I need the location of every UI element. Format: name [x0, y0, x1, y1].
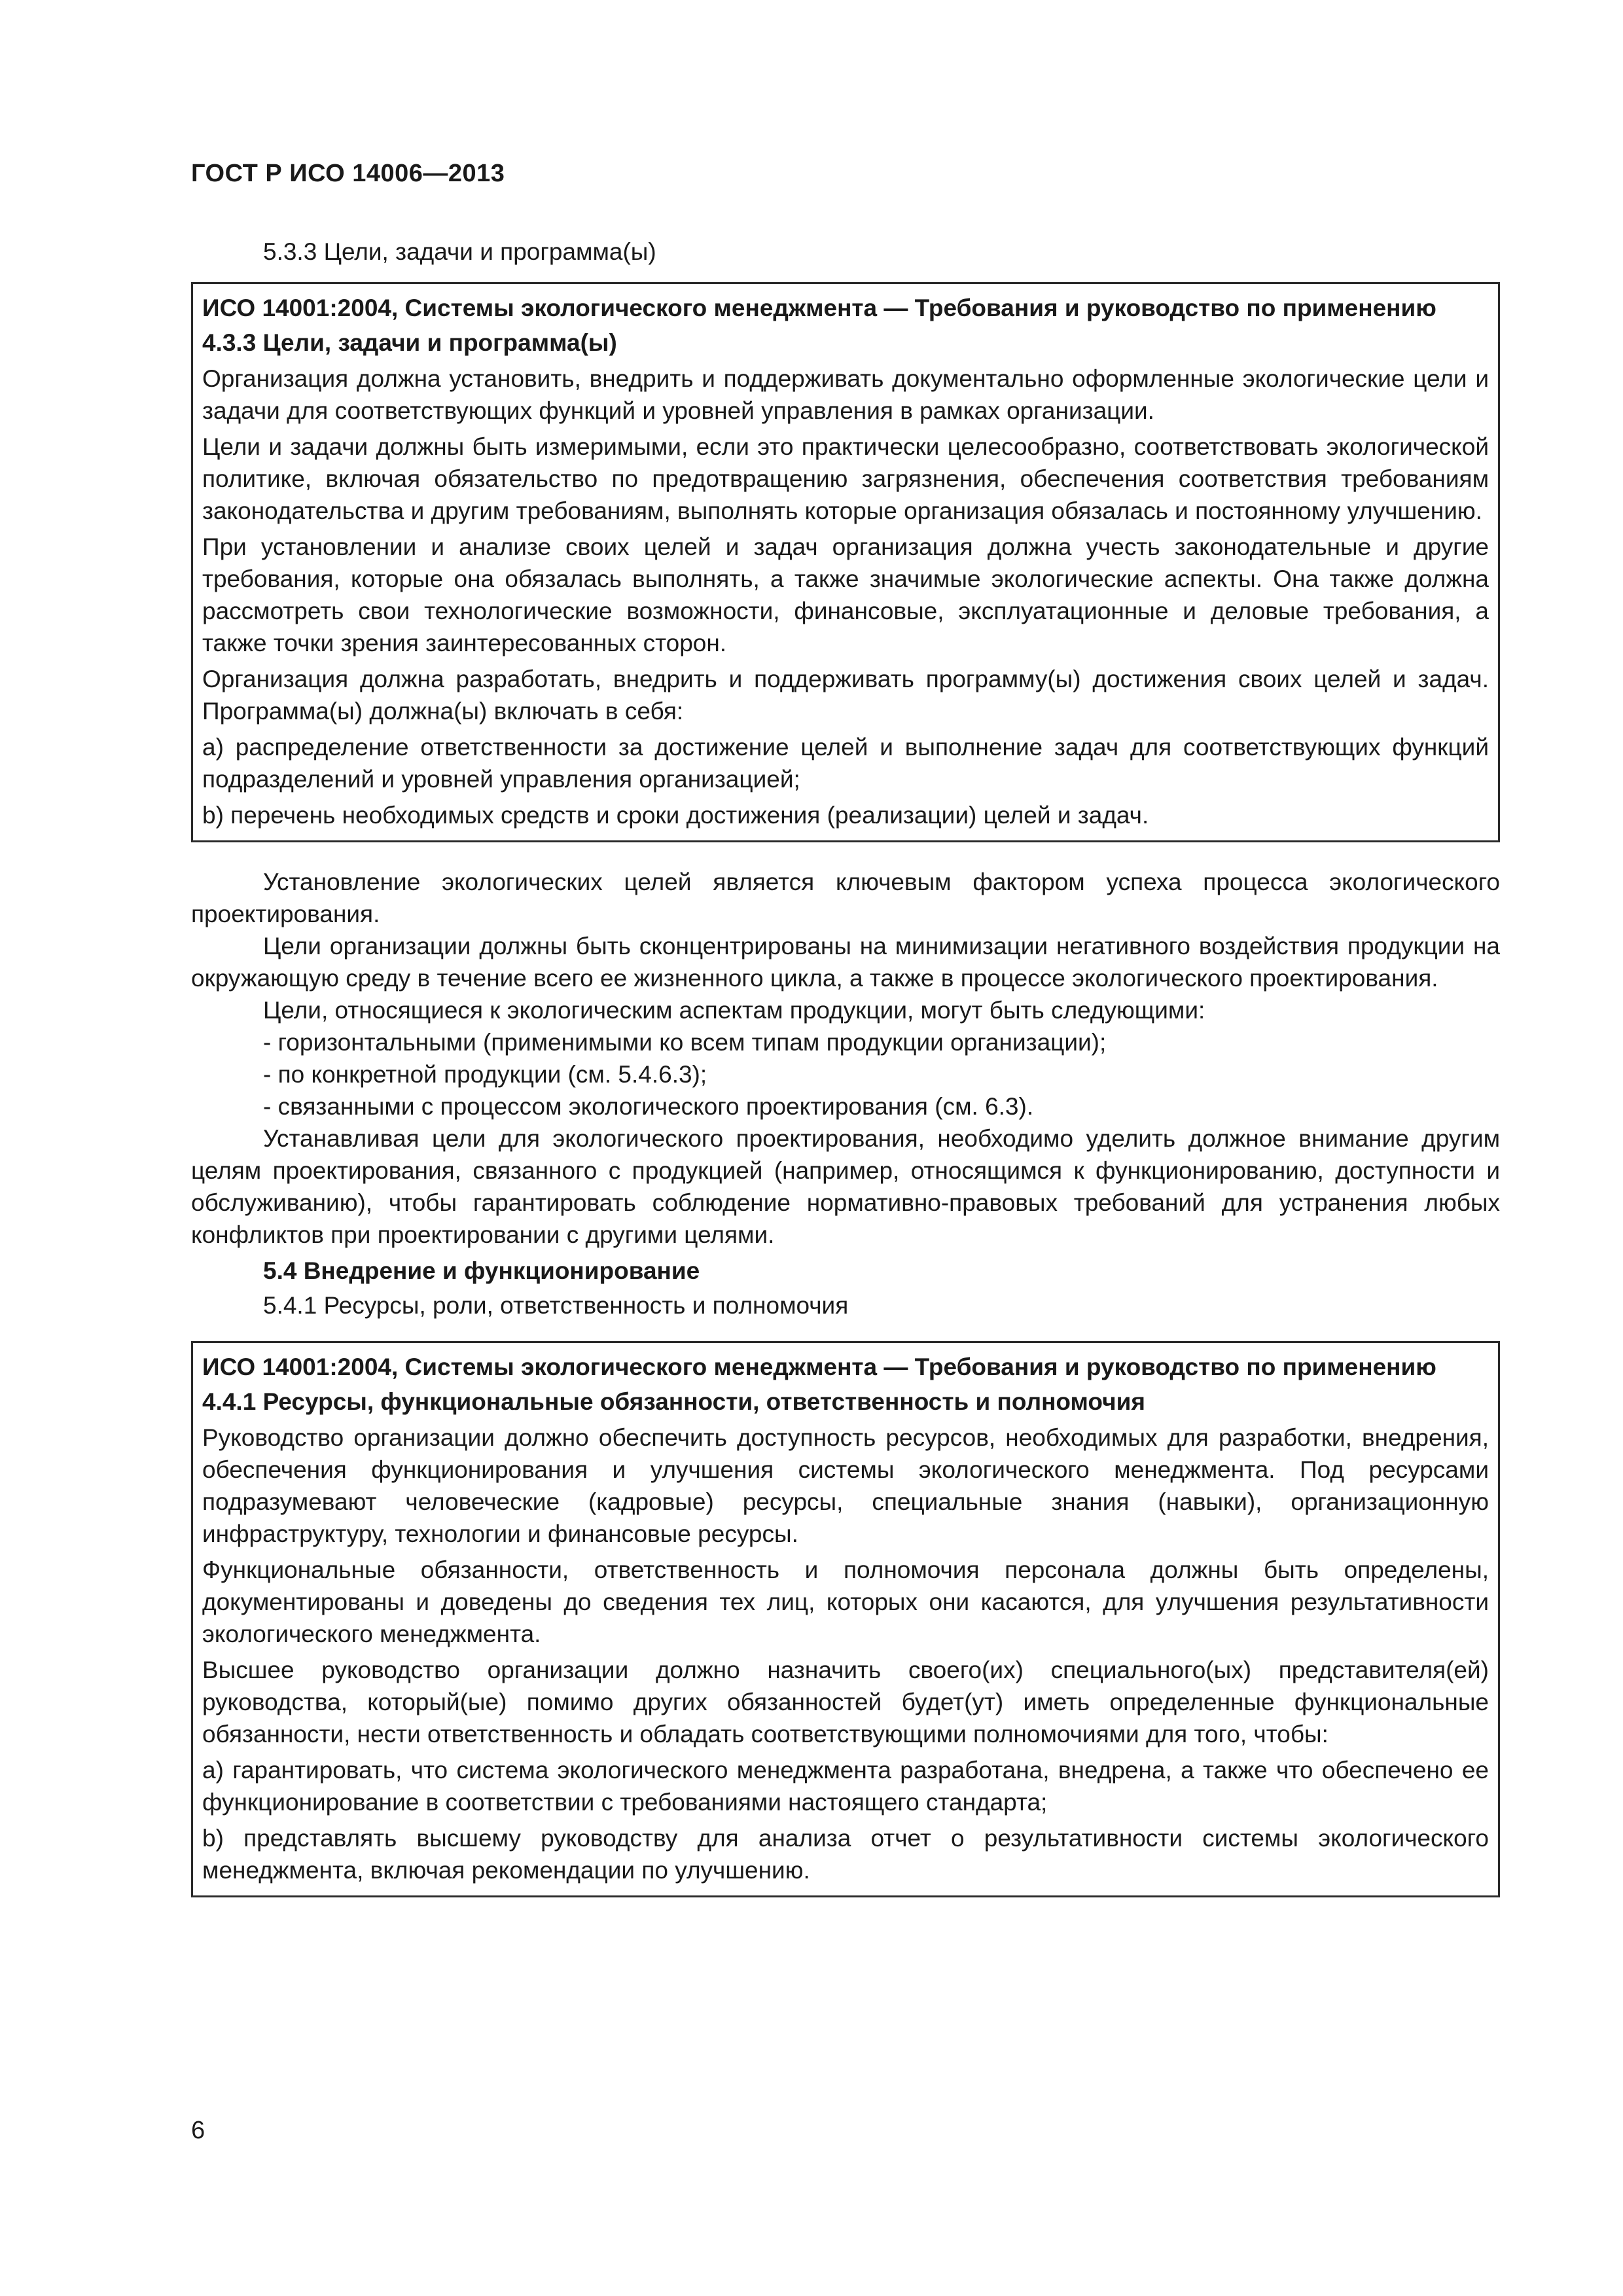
- quote-list-item: b) представлять высшему руководству для анализа отчет о результативности системы экологического менеджмента, включая рекомендации по улучшению.: [202, 1825, 1489, 1884]
- body-list-item: - связанными с процессом экологического проектирования (см. 6.3).: [263, 1093, 1034, 1120]
- iso-quote-box-4-4-1: [191, 1341, 1500, 1897]
- quote-paragraph: Руководство организации должно обеспечить доступность ресурсов, необходимых для разработки, внедрения, обеспечения функционирования и улучшения системы экологического менеджмента. Под ресурсами подразумевают человеческие (кадровые) ресурсы, специальные знания (навыки), организационную инфраструктуру, технологии и финансовые ресурсы.: [202, 1424, 1489, 1547]
- subsection-heading-5-3-3: 5.3.3 Цели, задачи и программа(ы): [263, 238, 656, 265]
- quote-box-title: ИСО 14001:2004, Системы экологического менеджмента — Требования и руководство по применению: [202, 295, 1436, 321]
- quote-box-subheading: 4.4.1 Ресурсы, функциональные обязанности, ответственность и полномочия: [202, 1388, 1145, 1415]
- quote-paragraph: Организация должна установить, внедрить и поддерживать документально оформленные экологические цели и задачи для соответствующих функций и уровней управления в рамках организации.: [202, 365, 1489, 424]
- quote-box-subheading: 4.3.3 Цели, задачи и программа(ы): [202, 329, 617, 356]
- quote-paragraph: Функциональные обязанности, ответственность и полномочия персонала должны быть определены, документированы и доведены до сведения тех лиц, которых они касаются, для улучшения результативности экологического менеджмента.: [202, 1556, 1489, 1647]
- page-number: 6: [191, 2117, 205, 2144]
- quote-list-item: b) перечень необходимых средств и сроки достижения (реализации) целей и задач.: [202, 802, 1149, 829]
- iso-quote-box-4-3-3: [191, 282, 1500, 842]
- quote-paragraph: Организация должна разработать, внедрить и поддерживать программу(ы) достижения своих целей и задач. Программа(ы) должна(ы) включать в себя:: [202, 666, 1489, 725]
- section-heading-5-4: 5.4 Внедрение и функционирование: [263, 1257, 700, 1284]
- body-paragraph: Цели организации должны быть сконцентрированы на минимизации негативного воздействия продукции на окружающую среду в течение всего ее жизненного цикла, а также в процессе экологического проектирования.: [191, 933, 1500, 992]
- body-paragraph: Установление экологических целей является ключевым фактором успеха процесса экологического проектирования.: [191, 869, 1500, 927]
- body-list-item: - горизонтальными (применимыми ко всем типам продукции организации);: [263, 1029, 1107, 1056]
- quote-box-title: ИСО 14001:2004, Системы экологического менеджмента — Требования и руководство по применению: [202, 1354, 1436, 1380]
- document-header: ГОСТ Р ИСО 14006—2013: [191, 160, 505, 187]
- document-content: [191, 236, 1500, 1921]
- quote-list-item: a) гарантировать, что система экологического менеджмента разработана, внедрена, а также что обеспечено ее функционирование в соответствии с требованиями настоящего стандарта;: [202, 1757, 1489, 1816]
- body-paragraph: Цели, относящиеся к экологическим аспектам продукции, могут быть следующими:: [263, 997, 1205, 1024]
- subsection-heading-5-4-1: 5.4.1 Ресурсы, роли, ответственность и полномочия: [263, 1292, 849, 1319]
- quote-paragraph: Высшее руководство организации должно назначить своего(их) специального(ых) представителя(ей) руководства, который(ые) помимо других обязанностей будет(ут) иметь определенные функциональные обязанности, нести ответственность и обладать соответствующими полномочиями для того, чтобы:: [202, 1657, 1489, 1748]
- quote-list-item: a) распределение ответственности за достижение целей и выполнение задач для соответствующих функций подразделений и уровней управления организацией;: [202, 734, 1489, 793]
- body-paragraph: Устанавливая цели для экологического проектирования, необходимо уделить должное внимание другим целям проектирования, связанного с продукцией (например, относящимся к функционированию, доступности и обслуживанию), чтобы гарантировать соблюдение нормативно-правовых требований для устранения любых конфликтов при проектировании с другими целями.: [191, 1125, 1500, 1248]
- quote-paragraph: Цели и задачи должны быть измеримыми, если это практически целесообразно, соответствовать экологической политике, включая обязательство по предотвращению загрязнения, обеспечения соответствия требованиям законодательства и другим требованиям, выполнять которые организация обязалась и постоянному улучшению.: [202, 433, 1489, 524]
- quote-paragraph: При установлении и анализе своих целей и задач организация должна учесть законодательные и другие требования, которые она обязалась выполнять, а также значимые экологические аспекты. Она также должна рассмотреть свои технологические возможности, финансовые, эксплуатационные и деловые требования, а также точки зрения заинтересованных сторон.: [202, 533, 1489, 656]
- body-list-item: - по конкретной продукции (см. 5.4.6.3);: [263, 1061, 707, 1088]
